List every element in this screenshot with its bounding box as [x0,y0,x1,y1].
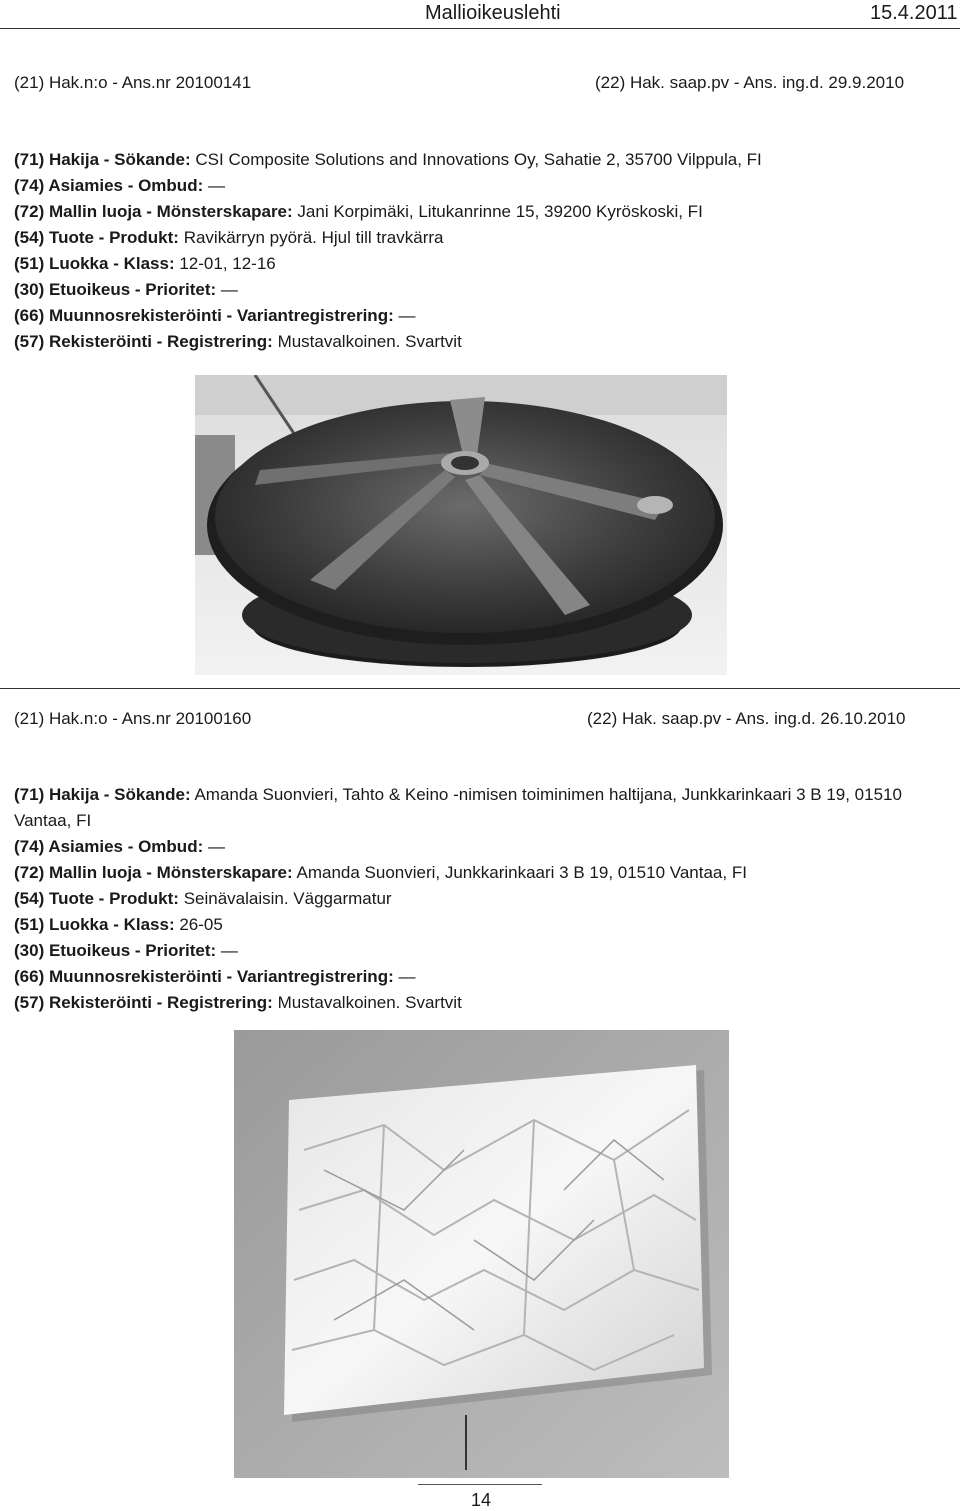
footer-rule [418,1484,542,1485]
field-designer: (72) Mallin luoja - Mönsterskapare: Amanda Suonvieri, Junkkarinkaari 3 B 19, 01510 Vantaa, FI [14,863,747,882]
issue-date: 15.4.2011 [870,2,958,24]
application-number: (21) Hak.n:o - Ans.nr 20100160 [14,709,252,728]
field-applicant: (71) Hakija - Sökande: Amanda Suonvieri, Tahto & Keino -nimisen toiminimen haltijana, Junkkarinkaari 3 B 19, 01510 Vantaa, FI [14,785,902,830]
field-registration: (57) Rekisteröinti - Registrering: Mustavalkoinen. Svartvit [14,332,462,351]
wheel-photo [195,375,727,675]
field-priority: (30) Etuoikeus - Prioritet: — [14,280,238,299]
journal-title: Mallioikeuslehti [425,2,561,24]
page-number: 14 [471,1490,492,1510]
field-product: (54) Tuote - Produkt: Seinävalaisin. Väggarmatur [14,889,392,908]
field-agent: (74) Asiamies - Ombud: — [14,176,225,195]
field-priority: (30) Etuoikeus - Prioritet: — [14,941,238,960]
field-designer: (72) Mallin luoja - Mönsterskapare: Jani Korpimäki, Litukanrinne 15, 39200 Kyröskoski, FI [14,202,703,221]
filing-date: (22) Hak. saap.pv - Ans. ing.d. 26.10.2010 [587,709,906,728]
record-fields [14,147,949,355]
application-number: (21) Hak.n:o - Ans.nr 20100141 [14,73,252,92]
wall-lamp-photo [234,1030,729,1478]
field-registration: (57) Rekisteröinti - Registrering: Mustavalkoinen. Svartvit [14,993,462,1012]
field-variant-registration: (66) Muunnosrekisteröinti - Variantregistrering: — [14,306,416,325]
field-product: (54) Tuote - Produkt: Ravikärryn pyörä. Hjul till travkärra [14,228,444,247]
record-separator [0,688,960,689]
filing-date: (22) Hak. saap.pv - Ans. ing.d. 29.9.2010 [595,73,905,92]
header-rule [0,28,960,29]
field-class: (51) Luokka - Klass: 12-01, 12-16 [14,254,276,273]
field-applicant: (71) Hakija - Sökande: CSI Composite Solutions and Innovations Oy, Sahatie 2, 35700 Vilppula, FI [14,150,762,169]
record-fields [14,782,949,1016]
field-class: (51) Luokka - Klass: 26-05 [14,915,223,934]
field-agent: (74) Asiamies - Ombud: — [14,837,225,856]
field-variant-registration: (66) Muunnosrekisteröinti - Variantregistrering: — [14,967,416,986]
